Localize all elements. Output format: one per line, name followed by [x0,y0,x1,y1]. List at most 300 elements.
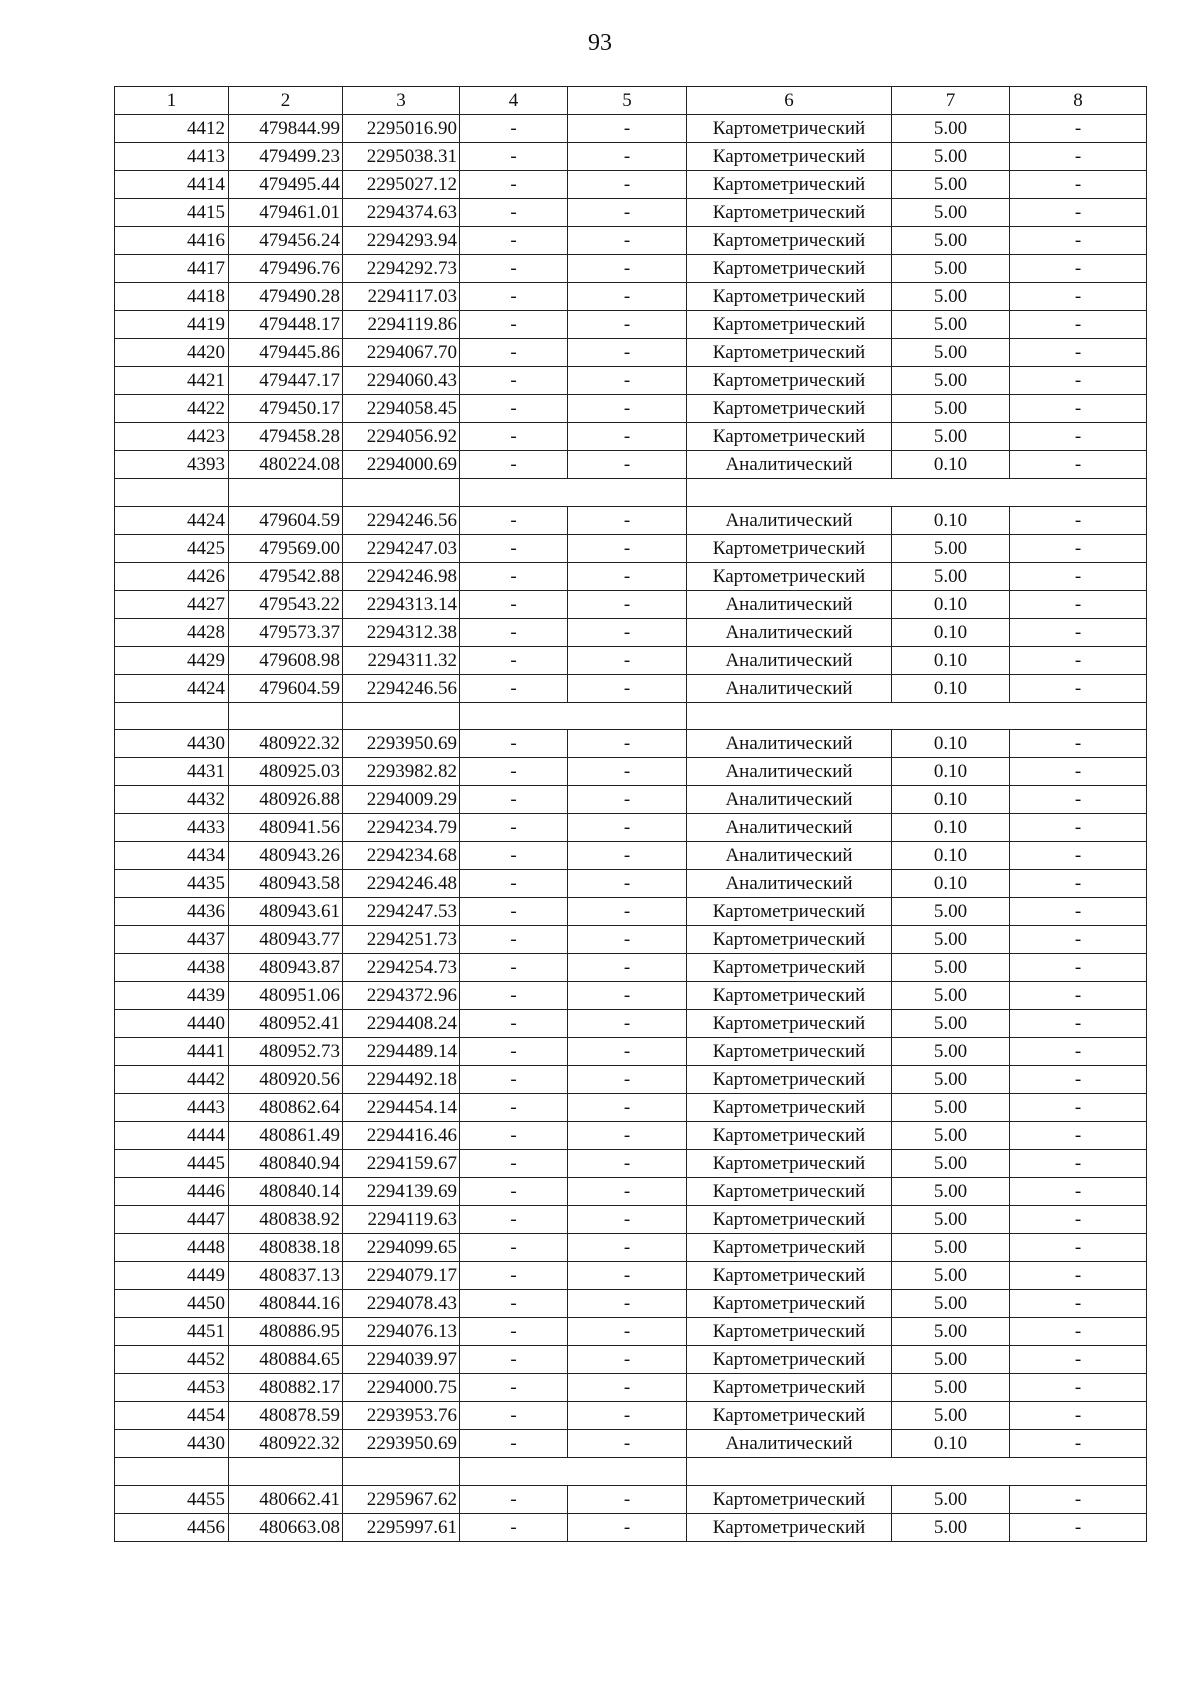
table-row [115,674,1147,702]
col4-cell: - [460,562,568,590]
empty-cell [115,702,229,730]
method-cell: Картометрический [687,1513,892,1541]
col8-cell: - [1010,171,1147,199]
col4-cell: - [460,814,568,842]
y-coordinate-cell: 2294313.14 [343,590,460,618]
accuracy-cell: 5.00 [892,1010,1010,1038]
col8-cell: - [1010,1206,1147,1234]
table-row [115,1402,1147,1430]
empty-cell [343,479,460,507]
col5-cell: - [568,562,687,590]
x-coordinate-cell: 479569.00 [229,534,343,562]
empty-cell [343,1458,460,1486]
point-number-cell: 4424 [115,506,229,534]
table-row [115,1374,1147,1402]
col8-cell: - [1010,227,1147,255]
y-coordinate-cell: 2293982.82 [343,758,460,786]
accuracy-cell: 0.10 [892,786,1010,814]
y-coordinate-cell: 2294000.75 [343,1374,460,1402]
method-cell: Картометрический [687,1402,892,1430]
col5-cell: - [568,1150,687,1178]
method-cell: Картометрический [687,1262,892,1290]
empty-cell [687,702,1147,730]
col8-cell: - [1010,898,1147,926]
col4-cell: - [460,255,568,283]
col8-cell: - [1010,1094,1147,1122]
col5-cell: - [568,870,687,898]
accuracy-cell: 5.00 [892,283,1010,311]
x-coordinate-cell: 480943.26 [229,842,343,870]
method-cell: Картометрический [687,115,892,143]
x-coordinate-cell: 479448.17 [229,311,343,339]
table-row [115,283,1147,311]
col8-cell: - [1010,646,1147,674]
method-cell: Аналитический [687,646,892,674]
col5-cell: - [568,171,687,199]
col5-cell: - [568,1402,687,1430]
point-number-cell: 4420 [115,339,229,367]
col8-cell: - [1010,1178,1147,1206]
point-number-cell: 4393 [115,451,229,479]
y-coordinate-cell: 2294374.63 [343,199,460,227]
y-coordinate-cell: 2294079.17 [343,1262,460,1290]
table-row [115,814,1147,842]
point-number-cell: 4413 [115,143,229,171]
accuracy-cell: 5.00 [892,534,1010,562]
accuracy-cell: 5.00 [892,1290,1010,1318]
y-coordinate-cell: 2294056.92 [343,423,460,451]
col5-cell: - [568,115,687,143]
table-row [115,339,1147,367]
point-number-cell: 4451 [115,1318,229,1346]
table-row [115,786,1147,814]
y-coordinate-cell: 2294099.65 [343,1234,460,1262]
col8-cell: - [1010,1262,1147,1290]
col8-cell: - [1010,926,1147,954]
y-coordinate-cell: 2294292.73 [343,255,460,283]
accuracy-cell: 5.00 [892,367,1010,395]
point-number-cell: 4447 [115,1206,229,1234]
point-number-cell: 4439 [115,982,229,1010]
y-coordinate-cell: 2294372.96 [343,982,460,1010]
col4-cell: - [460,171,568,199]
col8-cell: - [1010,1430,1147,1458]
x-coordinate-cell: 480943.77 [229,926,343,954]
col4-cell: - [460,1010,568,1038]
header-cell: 8 [1010,87,1147,115]
accuracy-cell: 5.00 [892,423,1010,451]
col8-cell: - [1010,115,1147,143]
x-coordinate-cell: 480224.08 [229,451,343,479]
method-cell: Картометрический [687,1010,892,1038]
point-number-cell: 4412 [115,115,229,143]
col4-cell: - [460,842,568,870]
x-coordinate-cell: 480878.59 [229,1402,343,1430]
table-row [115,367,1147,395]
col8-cell: - [1010,730,1147,758]
method-cell: Картометрический [687,534,892,562]
y-coordinate-cell: 2294159.67 [343,1150,460,1178]
col8-cell: - [1010,618,1147,646]
col4-cell: - [460,926,568,954]
method-cell: Картометрический [687,954,892,982]
table-row [115,562,1147,590]
col5-cell: - [568,1206,687,1234]
method-cell: Аналитический [687,730,892,758]
accuracy-cell: 5.00 [892,143,1010,171]
col4-cell: - [460,1430,568,1458]
col8-cell: - [1010,1150,1147,1178]
col5-cell: - [568,1262,687,1290]
col5-cell: - [568,1010,687,1038]
col5-cell: - [568,451,687,479]
x-coordinate-cell: 479445.86 [229,339,343,367]
col5-cell: - [568,898,687,926]
table-row [115,898,1147,926]
x-coordinate-cell: 480952.41 [229,1010,343,1038]
y-coordinate-cell: 2293950.69 [343,730,460,758]
col8-cell: - [1010,870,1147,898]
y-coordinate-cell: 2294246.56 [343,506,460,534]
method-cell: Картометрический [687,1066,892,1094]
accuracy-cell: 5.00 [892,1038,1010,1066]
method-cell: Аналитический [687,590,892,618]
col8-cell: - [1010,395,1147,423]
x-coordinate-cell: 479543.22 [229,590,343,618]
empty-cell [343,702,460,730]
col4-cell: - [460,311,568,339]
separator-row [115,1458,1147,1486]
col5-cell: - [568,1066,687,1094]
table-row [115,1038,1147,1066]
x-coordinate-cell: 480925.03 [229,758,343,786]
col4-cell: - [460,1066,568,1094]
method-cell: Картометрический [687,926,892,954]
method-cell: Аналитический [687,842,892,870]
accuracy-cell: 5.00 [892,1346,1010,1374]
table-row [115,618,1147,646]
point-number-cell: 4427 [115,590,229,618]
y-coordinate-cell: 2294293.94 [343,227,460,255]
point-number-cell: 4431 [115,758,229,786]
x-coordinate-cell: 480838.18 [229,1234,343,1262]
y-coordinate-cell: 2295016.90 [343,115,460,143]
point-number-cell: 4432 [115,786,229,814]
accuracy-cell: 0.10 [892,1430,1010,1458]
accuracy-cell: 5.00 [892,926,1010,954]
col4-cell: - [460,758,568,786]
method-cell: Аналитический [687,1430,892,1458]
point-number-cell: 4428 [115,618,229,646]
method-cell: Картометрический [687,1178,892,1206]
col4-cell: - [460,451,568,479]
y-coordinate-cell: 2294251.73 [343,926,460,954]
accuracy-cell: 0.10 [892,618,1010,646]
point-number-cell: 4449 [115,1262,229,1290]
point-number-cell: 4424 [115,674,229,702]
accuracy-cell: 5.00 [892,1234,1010,1262]
x-coordinate-cell: 479447.17 [229,367,343,395]
point-number-cell: 4443 [115,1094,229,1122]
point-number-cell: 4422 [115,395,229,423]
separator-row [115,702,1147,730]
method-cell: Аналитический [687,674,892,702]
table-row [115,1206,1147,1234]
col8-cell: - [1010,590,1147,618]
method-cell: Картометрический [687,143,892,171]
method-cell: Картометрический [687,171,892,199]
x-coordinate-cell: 479499.23 [229,143,343,171]
method-cell: Картометрический [687,367,892,395]
col5-cell: - [568,1318,687,1346]
col4-cell: - [460,870,568,898]
method-cell: Картометрический [687,255,892,283]
y-coordinate-cell: 2294416.46 [343,1122,460,1150]
col8-cell: - [1010,311,1147,339]
col8-cell: - [1010,1485,1147,1513]
col4-cell: - [460,143,568,171]
col4-cell: - [460,618,568,646]
table-row [115,1513,1147,1541]
y-coordinate-cell: 2294246.48 [343,870,460,898]
col5-cell: - [568,395,687,423]
x-coordinate-cell: 479495.44 [229,171,343,199]
col4-cell: - [460,1290,568,1318]
x-coordinate-cell: 479490.28 [229,283,343,311]
x-coordinate-cell: 480840.94 [229,1150,343,1178]
method-cell: Картометрический [687,1206,892,1234]
col5-cell: - [568,1178,687,1206]
point-number-cell: 4437 [115,926,229,954]
x-coordinate-cell: 480840.14 [229,1178,343,1206]
col5-cell: - [568,786,687,814]
table-row [115,1430,1147,1458]
col5-cell: - [568,590,687,618]
x-coordinate-cell: 479604.59 [229,674,343,702]
point-number-cell: 4455 [115,1485,229,1513]
table-row [115,730,1147,758]
col4-cell: - [460,1094,568,1122]
y-coordinate-cell: 2294492.18 [343,1066,460,1094]
empty-cell [229,1458,343,1486]
header-row [115,87,1147,115]
col5-cell: - [568,506,687,534]
col4-cell: - [460,534,568,562]
col4-cell: - [460,786,568,814]
method-cell: Картометрический [687,982,892,1010]
col5-cell: - [568,199,687,227]
point-number-cell: 4429 [115,646,229,674]
y-coordinate-cell: 2294058.45 [343,395,460,423]
table-row [115,171,1147,199]
method-cell: Картометрический [687,1290,892,1318]
table-row [115,1346,1147,1374]
x-coordinate-cell: 480884.65 [229,1346,343,1374]
point-number-cell: 4446 [115,1178,229,1206]
col8-cell: - [1010,814,1147,842]
method-cell: Картометрический [687,1122,892,1150]
method-cell: Аналитический [687,814,892,842]
col8-cell: - [1010,1346,1147,1374]
point-number-cell: 4414 [115,171,229,199]
method-cell: Аналитический [687,618,892,646]
col4-cell: - [460,898,568,926]
x-coordinate-cell: 480951.06 [229,982,343,1010]
table-row [115,255,1147,283]
col5-cell: - [568,1122,687,1150]
y-coordinate-cell: 2294009.29 [343,786,460,814]
y-coordinate-cell: 2294246.98 [343,562,460,590]
col8-cell: - [1010,1234,1147,1262]
table-row [115,1290,1147,1318]
table-row [115,227,1147,255]
col5-cell: - [568,674,687,702]
col8-cell: - [1010,143,1147,171]
empty-cell [460,1458,687,1486]
table-row [115,451,1147,479]
method-cell: Аналитический [687,506,892,534]
method-cell: Картометрический [687,395,892,423]
accuracy-cell: 5.00 [892,255,1010,283]
accuracy-cell: 0.10 [892,842,1010,870]
col8-cell: - [1010,1122,1147,1150]
y-coordinate-cell: 2294408.24 [343,1010,460,1038]
x-coordinate-cell: 480837.13 [229,1262,343,1290]
table-row [115,311,1147,339]
col4-cell: - [460,1513,568,1541]
accuracy-cell: 5.00 [892,339,1010,367]
accuracy-cell: 5.00 [892,1485,1010,1513]
col5-cell: - [568,646,687,674]
table-row [115,842,1147,870]
col4-cell: - [460,1234,568,1262]
col5-cell: - [568,954,687,982]
y-coordinate-cell: 2294247.03 [343,534,460,562]
col5-cell: - [568,283,687,311]
col4-cell: - [460,730,568,758]
col4-cell: - [460,367,568,395]
col4-cell: - [460,674,568,702]
x-coordinate-cell: 480943.61 [229,898,343,926]
method-cell: Картометрический [687,1318,892,1346]
y-coordinate-cell: 2294060.43 [343,367,460,395]
col4-cell: - [460,339,568,367]
y-coordinate-cell: 2294246.56 [343,674,460,702]
x-coordinate-cell: 479573.37 [229,618,343,646]
empty-cell [229,479,343,507]
accuracy-cell: 5.00 [892,982,1010,1010]
accuracy-cell: 5.00 [892,1122,1010,1150]
col4-cell: - [460,506,568,534]
header-cell: 2 [229,87,343,115]
empty-cell [460,702,687,730]
col8-cell: - [1010,786,1147,814]
y-coordinate-cell: 2294000.69 [343,451,460,479]
method-cell: Картометрический [687,1485,892,1513]
table-row [115,1122,1147,1150]
point-number-cell: 4442 [115,1066,229,1094]
col8-cell: - [1010,1290,1147,1318]
accuracy-cell: 5.00 [892,954,1010,982]
accuracy-cell: 5.00 [892,171,1010,199]
col4-cell: - [460,1374,568,1402]
method-cell: Картометрический [687,227,892,255]
method-cell: Картометрический [687,1374,892,1402]
y-coordinate-cell: 2294039.97 [343,1346,460,1374]
x-coordinate-cell: 480844.16 [229,1290,343,1318]
col5-cell: - [568,926,687,954]
col8-cell: - [1010,255,1147,283]
col8-cell: - [1010,1318,1147,1346]
col5-cell: - [568,255,687,283]
col8-cell: - [1010,423,1147,451]
y-coordinate-cell: 2294311.32 [343,646,460,674]
table-row [115,954,1147,982]
col5-cell: - [568,1513,687,1541]
col8-cell: - [1010,1066,1147,1094]
col4-cell: - [460,423,568,451]
col8-cell: - [1010,283,1147,311]
empty-cell [115,1458,229,1486]
point-number-cell: 4423 [115,423,229,451]
method-cell: Картометрический [687,311,892,339]
table-row [115,395,1147,423]
col5-cell: - [568,367,687,395]
x-coordinate-cell: 479608.98 [229,646,343,674]
method-cell: Картометрический [687,1094,892,1122]
col5-cell: - [568,1290,687,1318]
col5-cell: - [568,730,687,758]
col4-cell: - [460,1402,568,1430]
coordinates-table [114,86,1147,1542]
point-number-cell: 4416 [115,227,229,255]
accuracy-cell: 0.10 [892,758,1010,786]
col4-cell: - [460,982,568,1010]
method-cell: Картометрический [687,1346,892,1374]
col8-cell: - [1010,1038,1147,1066]
col5-cell: - [568,618,687,646]
accuracy-cell: 0.10 [892,590,1010,618]
accuracy-cell: 5.00 [892,1402,1010,1430]
col4-cell: - [460,1318,568,1346]
accuracy-cell: 5.00 [892,199,1010,227]
x-coordinate-cell: 480943.58 [229,870,343,898]
col5-cell: - [568,982,687,1010]
x-coordinate-cell: 479456.24 [229,227,343,255]
accuracy-cell: 5.00 [892,1150,1010,1178]
col4-cell: - [460,646,568,674]
col5-cell: - [568,1234,687,1262]
separator-row [115,479,1147,507]
table-row [115,870,1147,898]
method-cell: Аналитический [687,451,892,479]
table-row [115,926,1147,954]
table-row [115,534,1147,562]
col4-cell: - [460,1206,568,1234]
x-coordinate-cell: 479496.76 [229,255,343,283]
y-coordinate-cell: 2294234.68 [343,842,460,870]
point-number-cell: 4418 [115,283,229,311]
point-number-cell: 4441 [115,1038,229,1066]
point-number-cell: 4440 [115,1010,229,1038]
table-row [115,1178,1147,1206]
col5-cell: - [568,339,687,367]
col5-cell: - [568,758,687,786]
col4-cell: - [460,1122,568,1150]
y-coordinate-cell: 2293953.76 [343,1402,460,1430]
x-coordinate-cell: 480941.56 [229,814,343,842]
col5-cell: - [568,534,687,562]
